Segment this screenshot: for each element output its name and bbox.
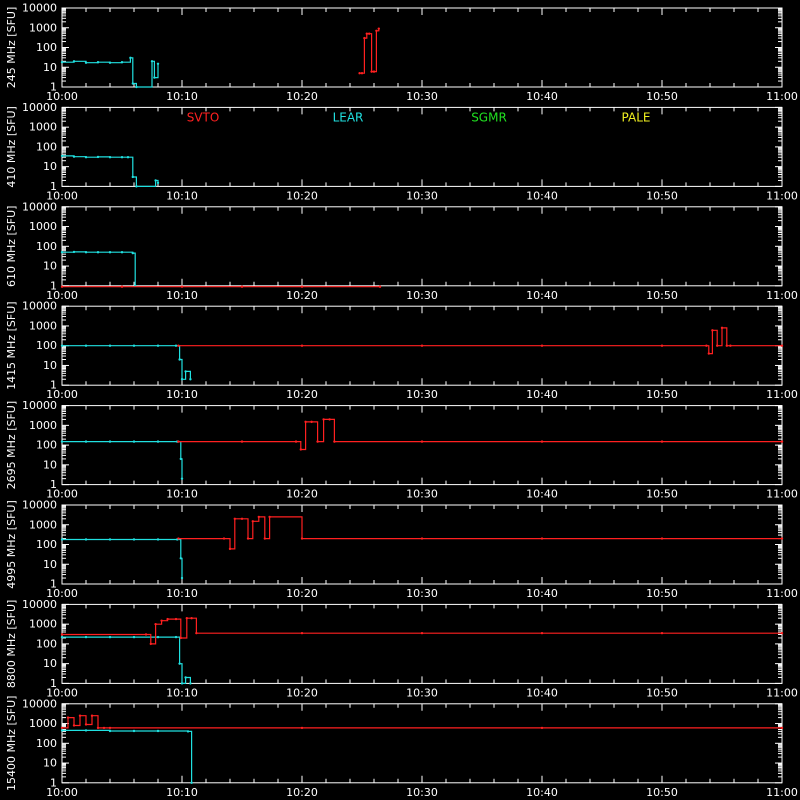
series-lear-point xyxy=(135,185,137,187)
y-tick-label: 100 xyxy=(36,239,57,253)
y-tick-label: 10 xyxy=(43,557,57,571)
series-svto-point xyxy=(268,516,270,518)
y-tick-label: 100 xyxy=(36,41,57,54)
series-lear-point xyxy=(151,60,153,62)
x-tick-label: 10:30 xyxy=(406,785,438,799)
x-tick-label: 10:40 xyxy=(526,785,558,799)
x-tick-label: 10:20 xyxy=(286,90,318,103)
series-lear-point xyxy=(85,345,87,347)
y-axis-label: 410 MHz [SFU] xyxy=(5,106,18,188)
series-svto-point xyxy=(264,537,266,539)
series-lear-point xyxy=(132,82,134,84)
x-tick-label: 10:00 xyxy=(46,785,78,799)
series-lear-point xyxy=(121,251,123,253)
x-tick-label: 11:00 xyxy=(766,388,798,402)
series-svto-point xyxy=(421,632,423,634)
series-lear-point xyxy=(154,179,156,181)
legend-lear: LEAR xyxy=(332,110,364,125)
series-lear-point xyxy=(178,662,180,664)
x-tick-label: 10:20 xyxy=(286,587,318,600)
x-tick-label: 10:00 xyxy=(46,388,78,402)
series-svto-point xyxy=(79,714,81,716)
series-lear-line xyxy=(62,346,190,380)
series-svto-point xyxy=(378,27,380,29)
series-svto-point xyxy=(781,727,783,729)
series-svto-line xyxy=(178,419,782,449)
series-svto-point xyxy=(241,286,243,288)
y-tick-label: 10000 xyxy=(22,399,57,413)
y-axis-label: 4995 MHz [SFU] xyxy=(5,500,18,589)
series-lear-point xyxy=(157,182,159,184)
x-tick-label: 10:40 xyxy=(526,189,558,203)
series-lear-point xyxy=(189,378,191,380)
legend-pale: PALE xyxy=(621,110,651,125)
x-tick-label: 10:30 xyxy=(406,686,438,700)
series-svto-point xyxy=(241,440,243,442)
series-svto-point xyxy=(363,37,365,39)
series-lear-point xyxy=(132,176,134,178)
series-svto-point xyxy=(73,724,75,726)
x-tick-label: 11:00 xyxy=(766,785,798,799)
x-tick-label: 10:20 xyxy=(286,189,318,203)
x-tick-label: 10:00 xyxy=(46,487,78,501)
x-tick-label: 11:00 xyxy=(766,90,798,103)
series-lear-point xyxy=(133,730,135,732)
x-tick-label: 10:40 xyxy=(526,686,558,700)
series-svto-point xyxy=(180,637,182,639)
series-svto-point xyxy=(61,633,63,635)
series-lear-point xyxy=(189,682,191,684)
x-tick-label: 10:40 xyxy=(526,90,558,103)
series-svto-line xyxy=(62,618,782,644)
y-tick-label: 10000 xyxy=(22,498,57,512)
y-axis-label: 8800 MHz [SFU] xyxy=(5,599,18,689)
plot-frame-2 xyxy=(62,207,782,286)
series-lear-point xyxy=(133,440,135,442)
series-svto-point xyxy=(333,440,335,442)
x-tick-label: 10:00 xyxy=(46,587,78,600)
x-tick-label: 10:10 xyxy=(166,785,198,799)
series-svto-point xyxy=(301,286,303,288)
series-lear-line xyxy=(62,637,190,683)
series-svto-point xyxy=(379,286,381,288)
series-lear-point xyxy=(109,440,111,442)
series-svto-point xyxy=(258,516,260,518)
y-tick-label: 100 xyxy=(36,140,57,154)
series-svto-point xyxy=(781,537,783,539)
series-svto-point xyxy=(177,440,179,442)
x-tick-label: 10:00 xyxy=(46,288,78,302)
series-svto-point xyxy=(177,345,179,347)
series-svto-point xyxy=(241,518,243,520)
series-svto-point xyxy=(229,548,231,550)
x-tick-label: 10:30 xyxy=(406,388,438,402)
x-tick-label: 10:00 xyxy=(46,189,78,203)
y-tick-label: 100 xyxy=(36,736,57,750)
series-svto-point xyxy=(223,537,225,539)
series-svto-point xyxy=(711,329,713,331)
x-tick-label: 10:50 xyxy=(646,288,678,302)
series-svto-point xyxy=(729,345,731,347)
series-svto-point xyxy=(109,727,111,729)
y-tick-label: 10000 xyxy=(22,597,57,611)
series-svto-line xyxy=(360,29,379,73)
series-lear-point xyxy=(61,636,63,638)
series-svto-point xyxy=(301,632,303,634)
y-tick-label: 10 xyxy=(43,60,57,74)
y-tick-label: 100 xyxy=(36,339,57,353)
series-lear-point xyxy=(61,61,63,63)
x-tick-label: 10:30 xyxy=(406,189,438,203)
series-lear-point xyxy=(184,370,186,372)
series-lear-point xyxy=(153,76,155,78)
series-lear-line xyxy=(62,442,182,479)
series-lear-point xyxy=(127,156,129,158)
y-tick-label: 10000 xyxy=(22,1,57,15)
series-svto-point xyxy=(541,727,543,729)
series-svto-point xyxy=(661,537,663,539)
x-tick-label: 10:50 xyxy=(646,686,678,700)
series-svto-point xyxy=(301,727,303,729)
series-lear-point xyxy=(109,345,111,347)
series-svto-point xyxy=(121,286,123,288)
series-lear-point xyxy=(178,358,180,360)
y-tick-label: 10 xyxy=(43,160,57,174)
series-lear-point xyxy=(181,378,183,380)
y-tick-label: 1 xyxy=(50,378,57,392)
y-tick-label: 100 xyxy=(36,538,57,551)
x-tick-label: 10:10 xyxy=(166,487,198,501)
x-tick-label: 11:00 xyxy=(766,288,798,302)
series-svto-point xyxy=(661,440,663,442)
series-lear-point xyxy=(109,730,111,732)
series-lear-point xyxy=(187,730,189,732)
y-tick-label: 10 xyxy=(43,657,57,671)
x-tick-label: 10:50 xyxy=(646,785,678,799)
series-svto-point xyxy=(61,286,63,288)
x-tick-label: 11:00 xyxy=(766,189,798,203)
series-svto-point xyxy=(145,633,147,635)
series-svto-point xyxy=(301,537,303,539)
series-svto-point xyxy=(373,70,375,72)
series-svto-point xyxy=(67,716,69,718)
series-svto-point xyxy=(541,440,543,442)
series-lear-point xyxy=(61,538,63,540)
series-svto-point xyxy=(154,623,156,625)
series-svto-point xyxy=(366,32,368,34)
x-tick-label: 10:10 xyxy=(166,189,198,203)
series-lear-point xyxy=(133,636,135,638)
y-tick-label: 1000 xyxy=(29,717,57,731)
series-svto-point xyxy=(186,617,188,619)
x-tick-label: 10:40 xyxy=(526,587,558,600)
x-tick-label: 10:20 xyxy=(286,686,318,700)
series-lear-point xyxy=(73,155,75,157)
series-svto-point xyxy=(661,345,663,347)
series-svto-point xyxy=(175,618,177,620)
series-svto-point xyxy=(150,643,152,645)
series-svto-point xyxy=(708,352,710,354)
series-svto-point xyxy=(310,421,312,423)
series-lear-point xyxy=(157,440,159,442)
x-tick-label: 11:00 xyxy=(766,587,798,600)
y-tick-label: 1 xyxy=(50,80,57,94)
x-tick-label: 10:30 xyxy=(406,288,438,302)
x-tick-label: 10:20 xyxy=(286,487,318,501)
series-lear-point xyxy=(181,682,183,684)
series-svto-line xyxy=(178,328,782,354)
x-tick-label: 11:00 xyxy=(766,487,798,501)
series-lear-point xyxy=(61,729,63,731)
series-svto-point xyxy=(358,72,360,74)
y-tick-label: 1 xyxy=(50,676,57,690)
series-lear-point xyxy=(97,156,99,158)
y-axis-label: 610 MHz [SFU] xyxy=(5,205,18,288)
y-tick-label: 10 xyxy=(43,756,57,770)
y-tick-label: 1 xyxy=(50,279,57,293)
y-tick-label: 1 xyxy=(50,179,57,193)
series-svto-point xyxy=(781,345,783,347)
y-tick-label: 1000 xyxy=(29,418,57,432)
x-tick-label: 10:20 xyxy=(286,288,318,302)
series-lear-point xyxy=(109,156,111,158)
y-tick-label: 1 xyxy=(50,478,57,492)
plot-frame-5 xyxy=(62,505,782,584)
y-axis-label: 245 MHz [SFU] xyxy=(5,6,18,89)
series-lear-line xyxy=(62,730,192,782)
series-svto-point xyxy=(234,518,236,520)
x-tick-label: 10:40 xyxy=(526,288,558,302)
plot-frame-0 xyxy=(62,8,782,87)
x-tick-label: 10:40 xyxy=(526,487,558,501)
series-lear-point xyxy=(181,477,183,479)
x-tick-label: 10:30 xyxy=(406,90,438,103)
y-tick-label: 1000 xyxy=(29,319,57,333)
series-lear-point xyxy=(175,636,177,638)
x-tick-label: 10:00 xyxy=(46,90,78,103)
series-svto-point xyxy=(85,723,87,725)
series-svto-point xyxy=(295,440,297,442)
x-tick-label: 10:50 xyxy=(646,587,678,600)
series-svto-point xyxy=(421,537,423,539)
series-svto-point xyxy=(421,345,423,347)
series-svto-point xyxy=(304,421,306,423)
x-tick-label: 10:10 xyxy=(166,288,198,302)
y-tick-label: 100 xyxy=(36,438,57,452)
series-svto-line xyxy=(178,517,782,549)
series-svto-point xyxy=(421,440,423,442)
y-tick-label: 100 xyxy=(36,637,57,651)
y-axis-label: 1415 MHz [SFU] xyxy=(5,301,18,390)
series-lear-point xyxy=(157,63,159,65)
x-tick-label: 10:40 xyxy=(526,388,558,402)
series-lear-point xyxy=(121,61,123,63)
series-lear-point xyxy=(132,252,134,254)
x-tick-label: 10:30 xyxy=(406,587,438,600)
series-svto-point xyxy=(661,632,663,634)
series-lear-point xyxy=(184,676,186,678)
series-svto-point xyxy=(181,286,183,288)
series-svto-point xyxy=(166,618,168,620)
y-tick-label: 1 xyxy=(50,776,57,790)
series-svto-point xyxy=(300,448,302,450)
x-tick-label: 10:10 xyxy=(166,388,198,402)
series-lear-point xyxy=(109,61,111,63)
legend-svto: SVTO xyxy=(186,110,220,125)
series-lear-line xyxy=(62,156,158,187)
series-lear-point xyxy=(85,440,87,442)
series-svto-point xyxy=(781,440,783,442)
y-tick-label: 10000 xyxy=(22,697,57,711)
y-tick-label: 1000 xyxy=(29,120,57,134)
y-tick-label: 1000 xyxy=(29,617,57,631)
y-tick-label: 1000 xyxy=(29,518,57,532)
x-tick-label: 10:50 xyxy=(646,189,678,203)
series-svto-point xyxy=(252,520,254,522)
series-lear-point xyxy=(157,730,159,732)
series-svto-point xyxy=(195,632,197,634)
series-lear-point xyxy=(190,782,192,784)
x-tick-label: 10:20 xyxy=(286,785,318,799)
series-svto-point xyxy=(301,345,303,347)
series-svto-point xyxy=(190,617,192,619)
x-tick-label: 10:00 xyxy=(46,686,78,700)
x-tick-label: 10:50 xyxy=(646,90,678,103)
y-tick-label: 10 xyxy=(43,358,57,372)
series-lear-point xyxy=(85,538,87,540)
y-tick-label: 1 xyxy=(50,577,57,591)
y-tick-label: 10000 xyxy=(22,100,57,114)
series-lear-point xyxy=(85,251,87,253)
series-svto-point xyxy=(375,30,377,32)
series-svto-point xyxy=(368,32,370,34)
y-tick-label: 10 xyxy=(43,458,57,472)
y-tick-label: 10000 xyxy=(22,299,57,313)
series-lear-point xyxy=(133,345,135,347)
series-svto-point xyxy=(541,537,543,539)
series-lear-point xyxy=(85,156,87,158)
series-lear-point xyxy=(180,458,182,460)
series-lear-point xyxy=(109,538,111,540)
x-tick-label: 10:20 xyxy=(286,388,318,402)
series-lear-point xyxy=(109,636,111,638)
x-tick-label: 10:10 xyxy=(166,686,198,700)
series-lear-point xyxy=(109,251,111,253)
series-svto-point xyxy=(716,345,718,347)
series-svto-point xyxy=(726,345,728,347)
series-svto-point xyxy=(781,632,783,634)
y-tick-label: 10 xyxy=(43,259,57,273)
series-svto-line xyxy=(62,716,782,728)
series-lear-point xyxy=(133,538,135,540)
series-svto-point xyxy=(177,537,179,539)
y-axis-label: 2695 MHz [SFU] xyxy=(5,400,18,490)
series-lear-line xyxy=(62,540,182,579)
series-svto-point xyxy=(541,632,543,634)
series-svto-point xyxy=(370,70,372,72)
series-lear-point xyxy=(157,345,159,347)
y-tick-label: 1000 xyxy=(29,220,57,234)
series-lear-line xyxy=(62,252,135,286)
series-lear-point xyxy=(135,86,137,88)
series-lear-point xyxy=(61,440,63,442)
series-svto-point xyxy=(721,327,723,329)
series-svto-point xyxy=(322,418,324,420)
series-svto-point xyxy=(160,619,162,621)
series-lear-point xyxy=(97,61,99,63)
series-svto-point xyxy=(91,714,93,716)
legend-sgmr: SGMR xyxy=(471,110,507,125)
series-lear-point xyxy=(61,155,63,157)
y-tick-label: 1000 xyxy=(29,21,57,35)
series-svto-point xyxy=(61,727,63,729)
series-lear-point xyxy=(85,61,87,63)
series-svto-point xyxy=(541,345,543,347)
series-svto-point xyxy=(247,537,249,539)
x-tick-label: 10:10 xyxy=(166,90,198,103)
series-lear-point xyxy=(85,729,87,731)
series-lear-point xyxy=(85,636,87,638)
plot-frame-6 xyxy=(62,604,782,683)
x-tick-label: 10:50 xyxy=(646,487,678,501)
series-lear-point xyxy=(181,577,183,579)
series-lear-point xyxy=(180,557,182,559)
x-tick-label: 11:00 xyxy=(766,686,798,700)
series-lear-point xyxy=(129,57,131,59)
plot-frame-7 xyxy=(62,704,782,783)
x-tick-label: 10:50 xyxy=(646,388,678,402)
plot-frame-1 xyxy=(62,107,782,186)
series-svto-point xyxy=(316,440,318,442)
x-tick-label: 10:30 xyxy=(406,487,438,501)
series-svto-point xyxy=(361,72,363,74)
y-axis-label: 15400 MHz [SFU] xyxy=(5,695,18,792)
series-lear-point xyxy=(97,251,99,253)
series-svto-point xyxy=(103,727,105,729)
series-lear-point xyxy=(121,156,123,158)
series-svto-point xyxy=(328,418,330,420)
x-tick-label: 10:10 xyxy=(166,587,198,600)
series-lear-point xyxy=(175,345,177,347)
series-lear-point xyxy=(73,251,75,253)
series-lear-point xyxy=(157,636,159,638)
series-svto-point xyxy=(97,727,99,729)
series-lear-point xyxy=(61,251,63,253)
series-lear-point xyxy=(73,60,75,62)
y-tick-label: 10000 xyxy=(22,200,57,214)
series-svto-point xyxy=(705,345,707,347)
plot-frame-4 xyxy=(62,406,782,485)
series-lear-point xyxy=(157,538,159,540)
series-lear-point xyxy=(61,345,63,347)
